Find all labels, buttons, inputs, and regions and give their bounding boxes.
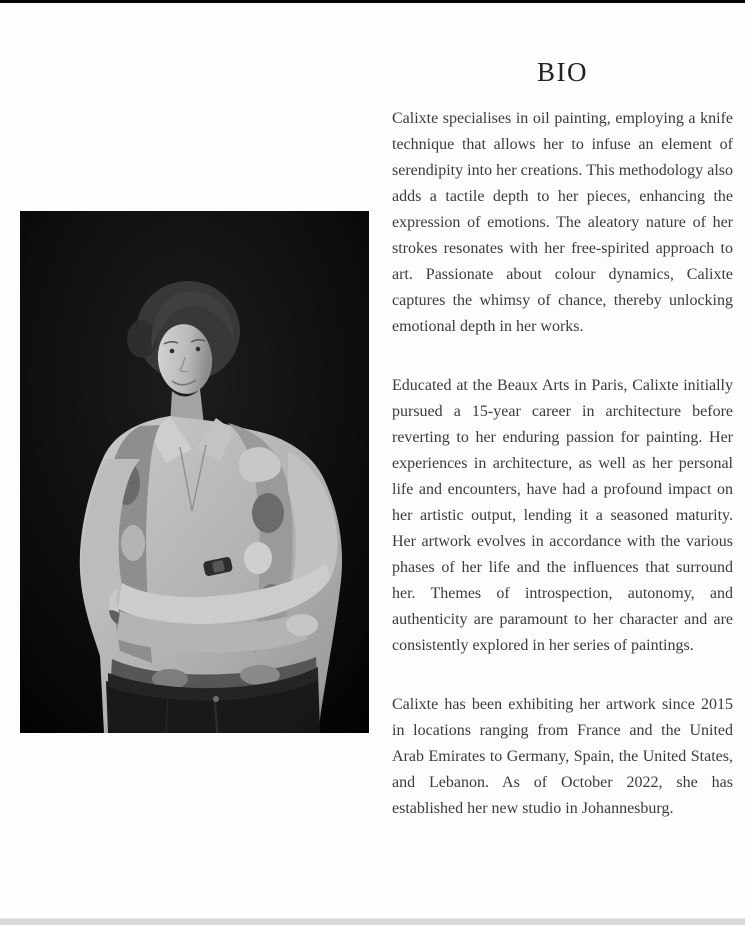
bio-section [392, 52, 733, 822]
bio-paragraph: Calixte specialises in oil painting, employing a knife technique that allows her to infuse an element of serendipity into her creations. This methodology also adds a tactile depth to her pieces, enhancing the expression of emotions. The aleatory nature of her strokes resonates with her free-spirited approach to art. Passionate about colour dynamics, Calixte captures the whimsy of chance, thereby unlocking emotional depth in her works. [392, 110, 733, 335]
top-border-bar [0, 0, 745, 3]
bio-paragraph: Calixte has been exhibiting her artwork since 2015 in locations ranging from France and the United Arab Emirates to Germany, Spain, the United States, and Lebanon. As of October 2022, she has established her new studio in Johannesburg. [392, 696, 733, 817]
page-title: BIO [537, 57, 588, 87]
portrait-illustration [20, 211, 369, 733]
portrait-photo [20, 211, 369, 733]
bottom-border-bar [0, 918, 745, 925]
bio-paragraph: Educated at the Beaux Arts in Paris, Calixte initially pursued a 15-year career in architecture before reverting to her enduring passion for painting. Her experiences in architecture, as well as her personal life and encounters, have had a profound impact on her artistic output, lending it a seasoned maturity. Her artwork evolves in accordance with the various phases of her life and the influences that surround her. Themes of introspection, autonomy, and authenticity are paramount to her character and are consistently explored in her series of paintings. [392, 377, 733, 654]
